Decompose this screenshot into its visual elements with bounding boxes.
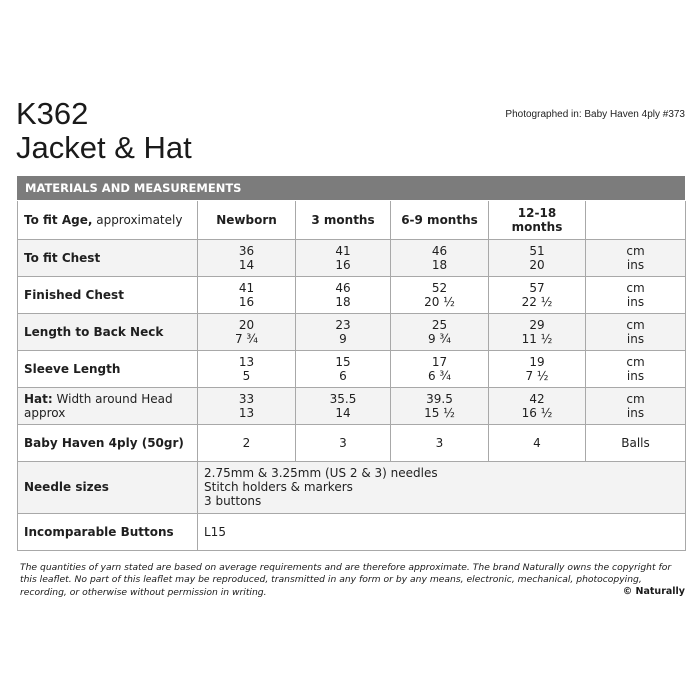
value-cm: 23 (335, 317, 351, 332)
value-ins: 11 ½ (521, 331, 553, 346)
cell-value: 3 (296, 424, 391, 461)
row-label-hat (18, 387, 198, 424)
value-cm: 25 (431, 317, 448, 332)
needle-line: 2.75mm & 3.25mm (US 2 & 3) needles (204, 466, 438, 480)
copyright-notice: The quantities of yarn stated are based on average requirements and are therefore approximate. The brand Naturally owns the copyright for this leaflet. No part of this leaflet may be reproduced, transmitted in any form or by any means, electronic, mechanical, photocopying, recording, or otherwise without permission in writing. (20, 562, 672, 598)
value-ins: 20 (529, 257, 545, 272)
unit-ins: ins (626, 405, 645, 420)
section-title-banner: MATERIALS AND MEASUREMENTS (17, 176, 685, 200)
value-cm: 39.5 (426, 391, 453, 406)
cell-value (489, 350, 586, 387)
value-ins: 18 (431, 257, 448, 272)
cell-value (198, 276, 296, 313)
value-cm: 51 (529, 243, 545, 258)
age-label (18, 201, 198, 239)
unit-ins: ins (626, 294, 645, 309)
cell-units (586, 239, 686, 276)
table-row (18, 424, 686, 461)
needle-line: Stitch holders & markers (204, 480, 353, 494)
value-cm: 41 (335, 243, 351, 258)
value-cm: 35.5 (329, 391, 357, 406)
cell-value (296, 313, 391, 350)
value-cm: 36 (238, 243, 255, 258)
value-ins: 16 (238, 294, 255, 309)
cell-units (586, 276, 686, 313)
cell-value (489, 313, 586, 350)
cell-units (586, 313, 686, 350)
value-ins: 14 (238, 257, 255, 272)
value-cm: 20 (238, 317, 255, 332)
value-ins: 9 (339, 331, 347, 346)
row-label-finished-chest: Finished Chest (18, 276, 198, 313)
value-ins: 16 (335, 257, 351, 272)
value-cm: 29 (529, 317, 545, 332)
pattern-code: K362 (16, 96, 89, 131)
photographed-in-note: Photographed in: Baby Haven 4ply #373 (505, 109, 685, 120)
value-ins: 5 (242, 368, 251, 383)
cell-value (391, 239, 489, 276)
value-cm: 15 (335, 354, 351, 369)
cell-value: 4 (489, 424, 586, 461)
buttons-value: L15 (198, 513, 686, 550)
value-ins: 7 ½ (525, 368, 549, 383)
needle-line: 3 buttons (204, 494, 262, 508)
cell-value (489, 239, 586, 276)
cell-value (489, 276, 586, 313)
cell-units (586, 387, 686, 424)
cell-value (391, 350, 489, 387)
table-row (18, 313, 686, 350)
value-ins: 22 ½ (521, 294, 553, 309)
value-cm: 13 (238, 354, 255, 369)
value-cm: 46 (431, 243, 448, 258)
size-3-months: 3 months (296, 201, 391, 239)
cell-value (391, 276, 489, 313)
cell-value (296, 276, 391, 313)
copyright-mark: © Naturally (622, 586, 685, 597)
size-12-18-months-text: 12-18 months (511, 205, 563, 234)
unit-cm: cm (626, 317, 645, 332)
table-row (18, 387, 686, 424)
value-ins: 9 ¾ (427, 331, 452, 346)
hat-label-bold: Hat: (24, 391, 53, 406)
cell-value (198, 239, 296, 276)
value-ins: 6 (339, 368, 347, 383)
value-cm: 57 (529, 280, 545, 295)
value-cm: 33 (238, 391, 255, 406)
measurements-table (17, 201, 686, 551)
row-label-length-to-back-neck: Length to Back Neck (18, 313, 198, 350)
unit-ins: ins (626, 331, 645, 346)
value-cm: 41 (238, 280, 255, 295)
cell-value (296, 239, 391, 276)
row-label-to-fit-chest: To fit Chest (18, 239, 198, 276)
cell-value: 3 (391, 424, 489, 461)
value-ins: 6 ¾ (427, 368, 452, 383)
age-row (18, 201, 686, 239)
value-cm: 19 (529, 354, 545, 369)
row-label-yarn: Baby Haven 4ply (50gr) (18, 424, 198, 461)
unit-balls: Balls (586, 424, 686, 461)
size-12-18-months (489, 201, 586, 239)
unit-cm: cm (626, 280, 645, 295)
value-ins: 20 ½ (424, 294, 455, 309)
cell-value (391, 387, 489, 424)
value-ins: 18 (335, 294, 351, 309)
table-row (18, 461, 686, 513)
table-row (18, 239, 686, 276)
value-cm: 52 (431, 280, 448, 295)
row-label-sleeve-length: Sleeve Length (18, 350, 198, 387)
value-ins: 13 (238, 405, 255, 420)
value-ins: 16 ½ (521, 405, 553, 420)
hat-label-rest: Width around Head (52, 391, 173, 406)
value-cm: 46 (335, 280, 351, 295)
value-ins: 15 ½ (424, 405, 455, 420)
value-cm: 42 (529, 391, 545, 406)
age-label-bold: To fit Age, (24, 212, 93, 227)
table-row (18, 513, 686, 550)
table-row (18, 276, 686, 313)
value-ins: 14 (335, 405, 351, 420)
needle-sizes-value (198, 461, 686, 513)
value-cm: 17 (431, 354, 448, 369)
size-6-9-months: 6-9 months (391, 201, 489, 239)
unit-ins: ins (626, 257, 645, 272)
cell-value (198, 313, 296, 350)
cell-value (296, 350, 391, 387)
unit-cm: cm (626, 243, 645, 258)
unit-ins: ins (626, 368, 645, 383)
cell-units (586, 350, 686, 387)
age-label-rest: approximately (92, 212, 183, 227)
unit-cm: cm (626, 354, 645, 369)
pattern-title: Jacket & Hat (16, 130, 192, 165)
row-label-needle-sizes: Needle sizes (18, 461, 198, 513)
cell-value (489, 387, 586, 424)
cell-value (198, 350, 296, 387)
value-ins: 7 ¾ (234, 331, 259, 346)
cell-value (296, 387, 391, 424)
cell-value (391, 313, 489, 350)
table-row (18, 350, 686, 387)
row-label-buttons: Incomparable Buttons (18, 513, 198, 550)
size-newborn: Newborn (198, 201, 296, 239)
hat-label-approx: approx (24, 405, 66, 420)
cell-value (198, 387, 296, 424)
empty-unit-header (586, 201, 686, 239)
unit-cm: cm (626, 391, 645, 406)
cell-value: 2 (198, 424, 296, 461)
